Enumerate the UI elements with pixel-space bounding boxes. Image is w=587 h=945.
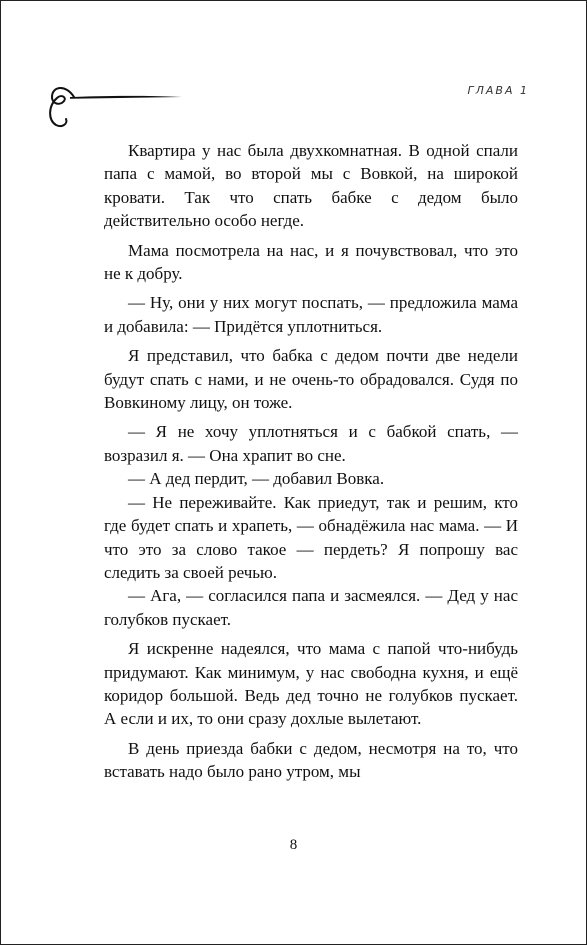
paragraph: Я искренне надеялся, что мама с папой что-нибудь придумают. Как минимум, у нас свободна кухня, и ещё коридор большой. Ведь дед точно не голубков пускает. А если и их, то они сразу дохлые вылетают. <box>104 639 518 729</box>
paragraph: — Не переживайте. Как приедут, так и решим, кто где будет спать и храпеть, — обнадёжила нас мама. — И что это за слово такое — пердеть? Я попрошу вас следить за своей речью. <box>104 492 518 582</box>
running-head: ГЛАВА 1 <box>467 84 529 97</box>
chapter-header <box>0 0 587 140</box>
paragraph: В день приезда бабки с дедом, несмотря на то, что вставать надо было рано утром, мы <box>104 738 518 782</box>
paragraph: Квартира у нас была двухкомнатная. В одной спали папа с мамой, во второй мы с Вовкой, на широкой кровати. Так что спать бабке с дедом было действительно особо негде. <box>104 141 518 231</box>
paragraph: Я представил, что бабка с дедом почти две недели будут спать с нами, и не очень-то обрадовался. Судя по Вовкиному лицу, он тоже. <box>104 346 518 413</box>
page-number: 8 <box>289 837 298 853</box>
body-text <box>104 139 518 784</box>
paragraph: — Я не хочу уплотняться и с бабкой спать, — возразил я. — Она храпит во сне. <box>104 422 518 465</box>
paragraph: — А дед пердит, — добавил Вовка. <box>128 469 385 489</box>
paragraph: Мама посмотрела на нас, и я почувствовал, что это не к добру. <box>104 240 518 284</box>
flourish-ornament-icon <box>40 70 185 130</box>
paragraph: — Ага, — согласился папа и засмеялся. — Дед у нас голубков пускает. <box>104 586 518 629</box>
paragraph: — Ну, они у них могут поспать, — предложила мама и добавила: — Придётся уплотниться. <box>104 293 518 336</box>
